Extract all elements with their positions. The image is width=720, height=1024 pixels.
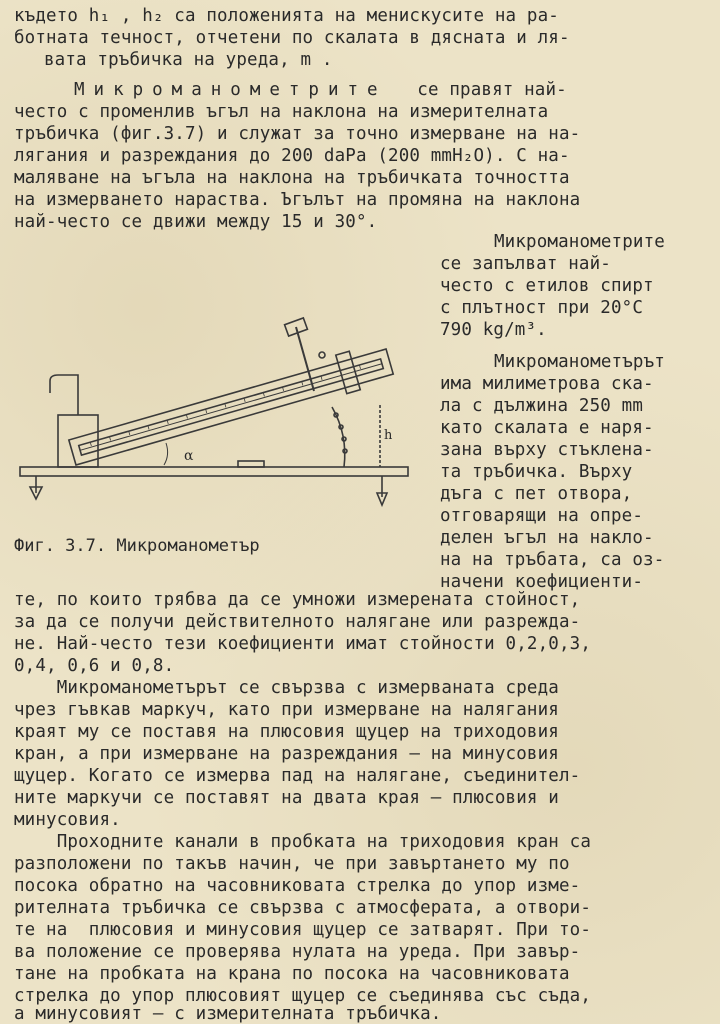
text-line: маляване на ъгъла на наклона на тръбичката точността [14,168,570,188]
side-text-line: та тръбичка. Върху [440,462,633,482]
text-line: често с променлив ъгъл на наклона на измерителната [14,102,549,122]
side-text-line: има милиметрова ска- [440,374,654,394]
alpha-label: α [184,448,194,464]
side-text-line: отговарящи на опре- [440,506,644,526]
figure-caption: Фиг. 3.7. Микроманометър [14,536,260,556]
side-text-line: 790 kg/m³. [440,320,547,340]
side-text-line: делен ъгъл на накло- [440,528,654,548]
base-plate [20,467,408,476]
text-line: Проходните канали в пробката на триходовия кран са [14,832,592,852]
side-text-line: дъга с пет отвора, [440,484,633,504]
side-text-line: Микроманометрите [494,232,665,252]
text-line: тръбичка (фиг.3.7) и служат за точно измерване на на- [14,124,581,144]
text-line: ботната течност, отчетени по скалата в дясната и ля- [14,28,570,48]
text-line: минусовия. [14,810,121,830]
side-text-line: ла с дължина 250 mm [440,396,644,416]
text-line: а минусовият – с измерителната тръбичка. [14,1004,442,1024]
side-text-line: зана върху стъклена- [440,440,654,460]
side-text-line: често с етилов спирт [440,276,654,296]
text-line: разположени по такъв начин, че при завъртането му по [14,854,570,874]
spaced-heading-word: Микроманометрите [74,80,387,100]
text-line: те, по които трябва да се умножи измерената стойност, [14,590,581,610]
text-line: вата тръбичка на уреда, m . [44,50,333,70]
side-text-line: с плътност при 20°С [440,298,644,318]
text-line: на измерването нараства. Ъгълът на промяна на наклона [14,190,581,210]
text-line: те на плюсовия и минусовия щуцер се затварят. При то- [14,920,592,940]
side-text-line: Микроманометърът [494,352,665,372]
text-line: тане на пробката на крана по посока на часовниковата [14,964,570,984]
text-line: най-често се движи между 15 и 30°. [14,212,378,232]
side-text-line: се запълват най- [440,254,611,274]
text-line: Микроманометърът се свързва с измерваната среда [14,678,559,698]
text-line: ва положение се проверява нулата на уреда. При завър- [14,942,581,962]
side-text-line: на на тръбата, са оз- [440,550,665,570]
micromanometer-figure [14,315,414,520]
text-line: чрез гъвкав маркуч, като при измерване на налягания [14,700,559,720]
pivot [319,352,325,358]
text-line: кран, а при измерване на разреждания – на минусовия [14,744,559,764]
text-line: рителната тръбичка се свързва с атмосферата, а отвори- [14,898,592,918]
level-bubble [238,461,264,467]
text-line: не. Най-често тези коефициенти имат стойности 0,2,0,3, [14,634,592,654]
scale-ticks [90,365,360,446]
text-line: посока обратно на часовниковата стрелка до упор изме- [14,876,581,896]
text-line: 0,4, 0,6 и 0,8. [14,656,175,676]
heading-tail: се правят най- [417,80,567,100]
alpha-arc [164,443,168,465]
text-line: ните маркучи се поставят на двата края – плюсовия и [14,788,559,808]
text-line: лягания и разреждания до 200 daPa (200 mmH₂O). С на- [14,146,570,166]
height-label: h [384,428,393,443]
text-line: стрелка до упор плюсовият щуцер се съединява със съда, [14,986,592,1006]
text-line: щуцер. Когато се измерва пад на налягане, съединител- [14,766,581,786]
text-line: за да се получи действителното налягане или разрежда- [14,612,581,632]
text-line: краят му се поставя на плюсовия щуцер на триходовия [14,722,559,742]
side-text-line: като скалата е наря- [440,418,654,438]
connection-tube [50,375,78,415]
text-line [14,80,708,100]
side-text-line: начени коефициенти- [440,572,644,592]
inclined-scale [67,341,395,470]
text-line: където h₁ , h₂ са положенията на менискусите на ра- [14,6,559,26]
